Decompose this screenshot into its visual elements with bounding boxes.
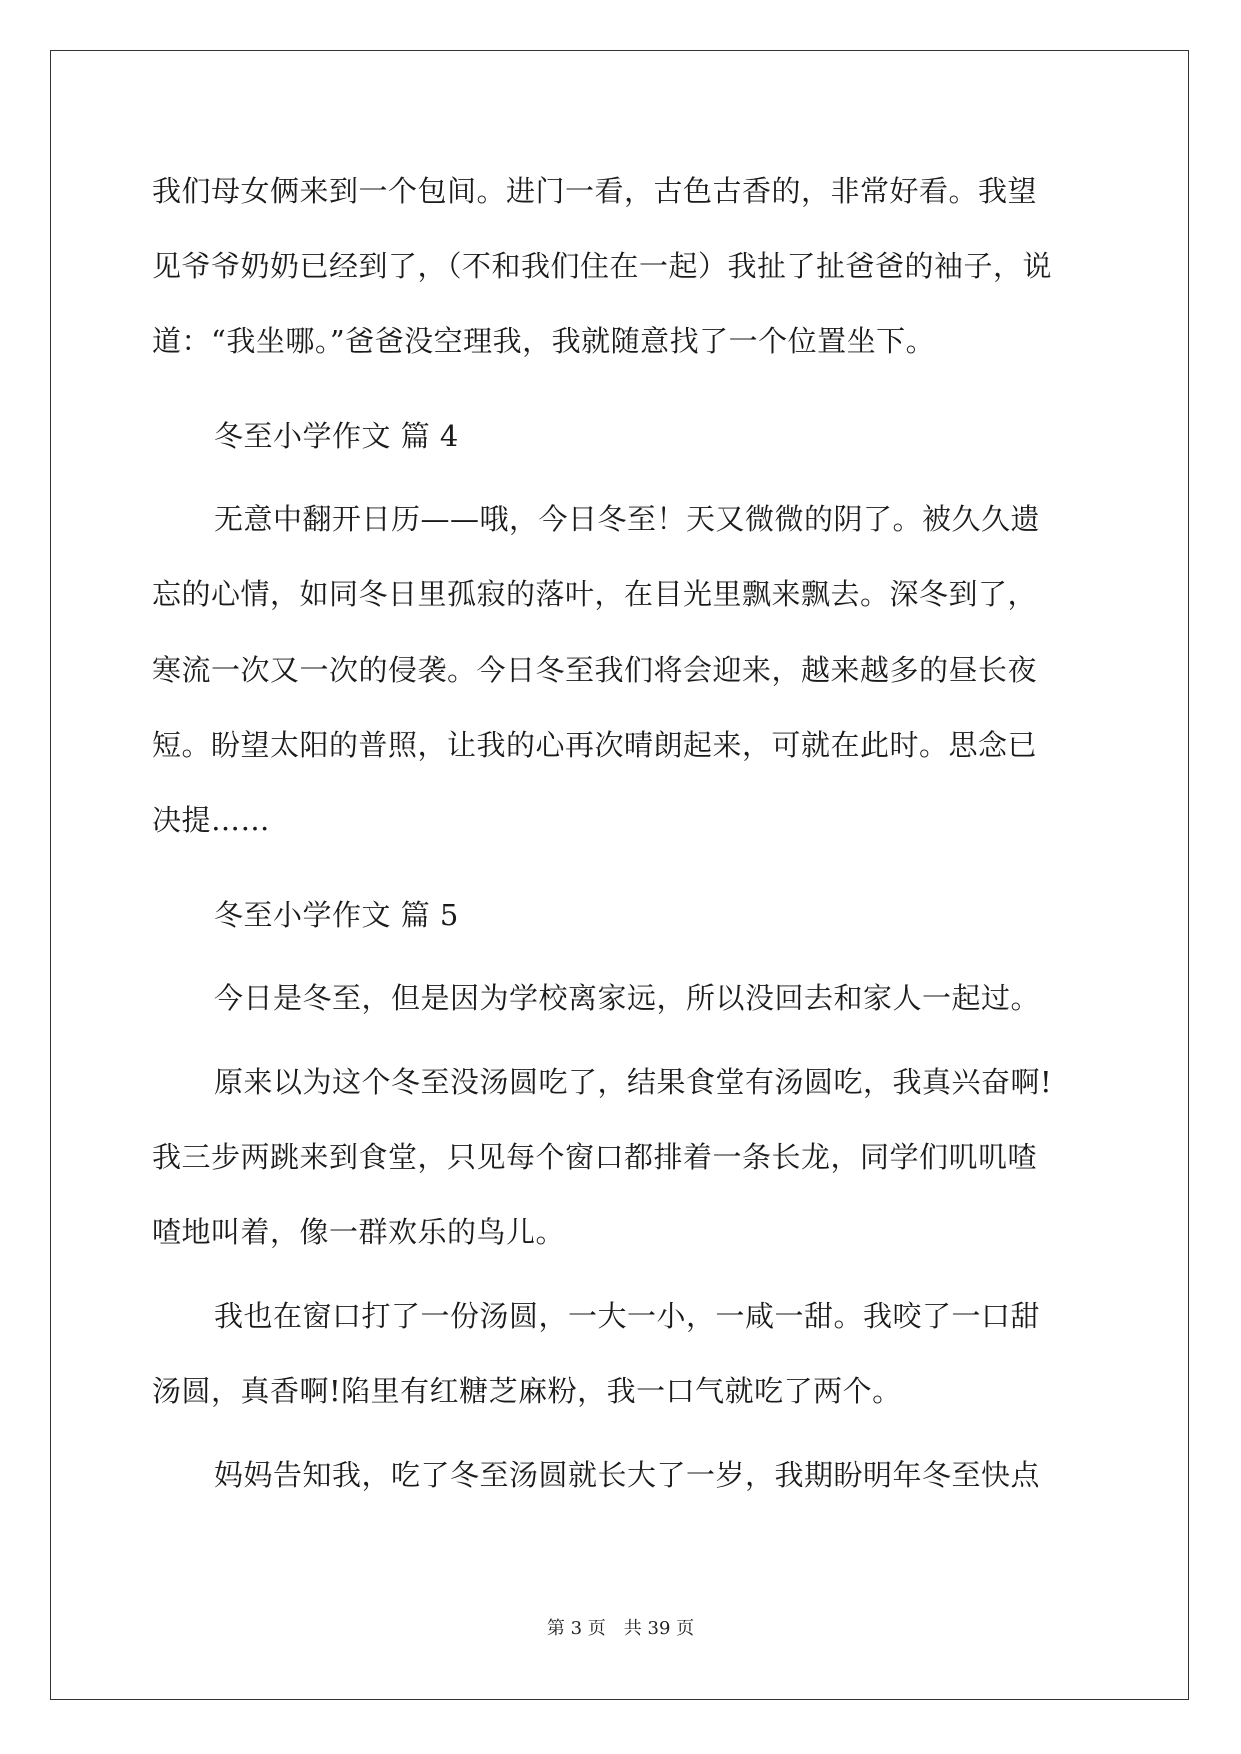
paragraph-line: 决提…… [152,803,271,837]
paragraph-line: 我也在窗口打了一份汤圆，一大一小，一咸一甜。我咬了一口甜 [214,1299,1041,1333]
paragraph-line: 忘的心情，如同冬日里孤寂的落叶，在目光里飘来飘去。深冬到了， [152,577,1038,611]
paragraph-line: 寒流一次又一次的侵袭。今日冬至我们将会迎来，越来越多的昼长夜 [152,653,1038,687]
paragraph-line: 无意中翻开日历——哦，今日冬至！天又微微的阴了。被久久遗 [214,502,1041,536]
paragraph-line: 喳地叫着，像一群欢乐的鸟儿。 [152,1215,566,1249]
paragraph-line: 原来以为这个冬至没汤圆吃了，结果食堂有汤圆吃，我真兴奋啊! [214,1065,1053,1099]
page-border [50,50,1189,1700]
paragraph-line: 道：“我坐哪。”爸爸没空理我，我就随意找了一个位置坐下。 [152,324,936,358]
paragraph-line: 汤圆，真香啊!陷里有红糖芝麻粉，我一口气就吃了两个。 [152,1374,902,1408]
paragraph-line: 见爷爷奶奶已经到了，（不和我们住在一起）我扯了扯爸爸的袖子，说 [152,249,1053,283]
paragraph-line: 妈妈告知我，吃了冬至汤圆就长大了一岁，我期盼明年冬至快点 [214,1458,1041,1492]
section-heading: 冬至小学作文 篇 4 [214,419,459,453]
page-total: 共 39 页 [623,1618,695,1639]
paragraph-line: 我三步两跳来到食堂，只见每个窗口都排着一条长龙，同学们叽叽喳 [152,1140,1038,1174]
paragraph-line: 今日是冬至，但是因为学校离家远，所以没回去和家人一起过。 [214,981,1041,1015]
page-number: 第 3 页 [546,1618,606,1639]
page-footer [0,1617,1241,1641]
section-heading: 冬至小学作文 篇 5 [214,898,459,932]
paragraph-line: 短。盼望太阳的普照，让我的心再次晴朗起来，可就在此时。思念已 [152,728,1038,762]
paragraph-line: 我们母女俩来到一个包间。进门一看，古色古香的，非常好看。我望 [152,174,1038,208]
